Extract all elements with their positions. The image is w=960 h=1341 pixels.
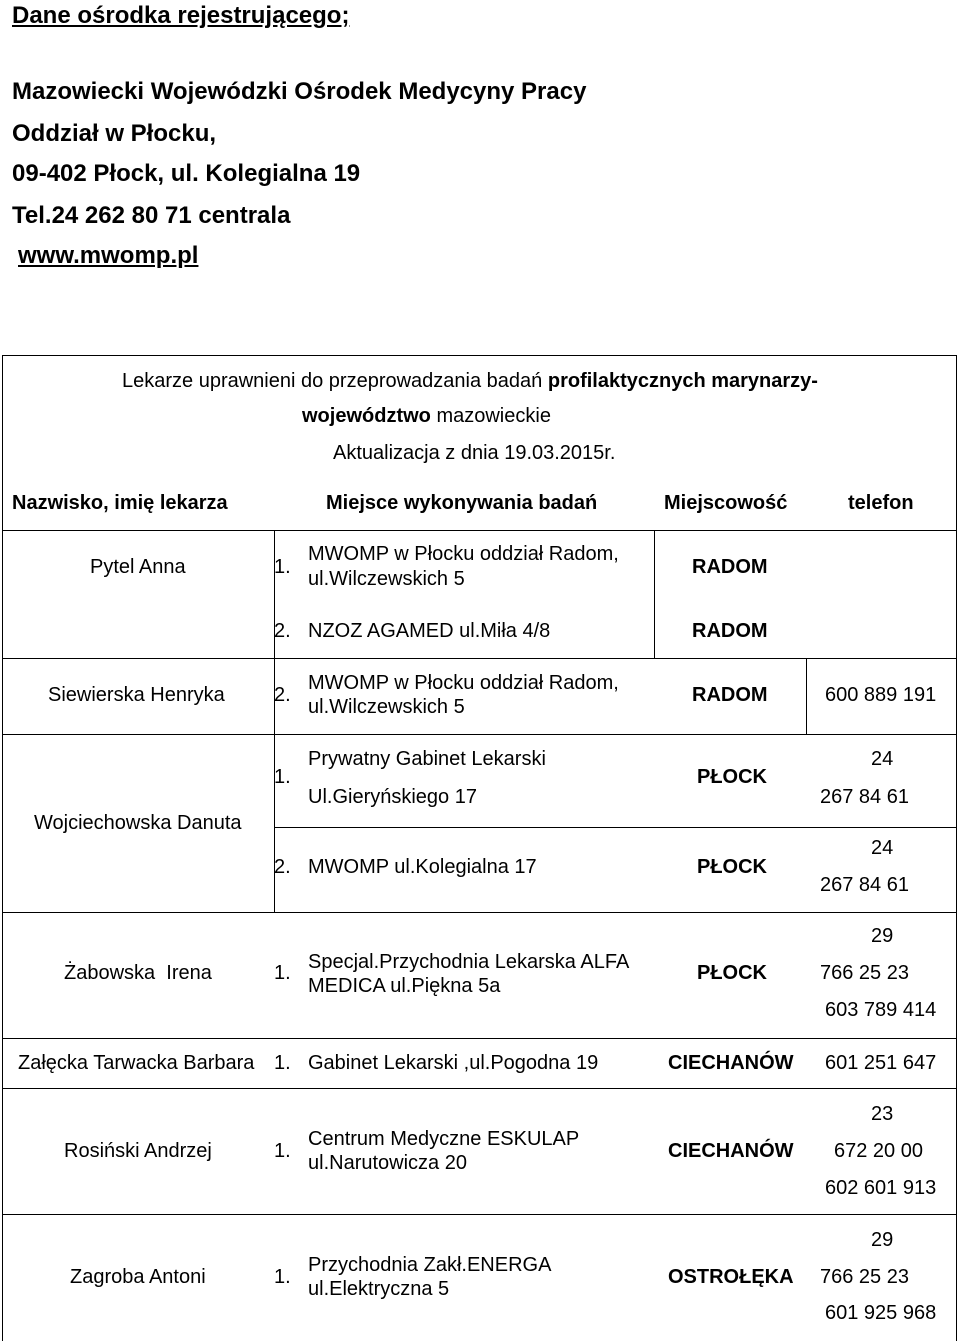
- phone-number: 602 601 913: [825, 1177, 937, 1199]
- place-line: Gabinet Lekarski ,ul.Pogodna 19: [308, 1052, 599, 1074]
- branch-name: Oddział w Płocku,: [12, 120, 217, 147]
- place-line: MWOMP ul.Kolegialna 17: [308, 856, 537, 878]
- place-line: ul.Narutowicza 20: [308, 1152, 467, 1174]
- place-line: MEDICA ul.Piękna 5a: [308, 975, 501, 997]
- phone-number: 24: [871, 748, 894, 770]
- phone-number: 601 251 647: [825, 1052, 937, 1074]
- phone-number: 766 25 23: [820, 962, 909, 984]
- entry-number: 1.: [274, 766, 291, 788]
- entry-number: 1.: [274, 962, 291, 984]
- phone-number: 23: [871, 1103, 894, 1125]
- doctor-name: Pytel Anna: [90, 556, 186, 578]
- phone-number: 267 84 61: [820, 874, 909, 896]
- doctor-name: Wojciechowska Danuta: [34, 812, 242, 834]
- place-line: MWOMP w Płocku oddział Radom,: [308, 672, 619, 694]
- document-title: Dane ośrodka rejestrującego;: [12, 2, 350, 29]
- doctor-name: Siewierska Henryka: [48, 684, 225, 706]
- phone-number: 267 84 61: [820, 786, 909, 808]
- table-caption-update: Aktualizacja z dnia 19.03.2015r.: [333, 442, 616, 464]
- place-line: Przychodnia Zakł.ENERGA: [308, 1254, 552, 1276]
- doctor-name: Zagroba Antoni: [70, 1266, 206, 1288]
- column-header-place: Miejsce wykonywania badań: [326, 492, 598, 514]
- table-caption-line1: Lekarze uprawnieni do przeprowadzania badań profilaktycznych marynarzy-: [122, 370, 818, 392]
- phone-number: 29: [871, 1229, 894, 1251]
- city: PŁOCK: [697, 766, 767, 788]
- entry-number: 1.: [274, 1266, 291, 1288]
- city: RADOM: [692, 556, 768, 578]
- entry-number: 1.: [274, 1140, 291, 1162]
- city: OSTROŁĘKA: [668, 1266, 794, 1288]
- doctor-name: Rosiński Andrzej: [64, 1140, 212, 1162]
- place-line: MWOMP w Płocku oddział Radom,: [308, 543, 619, 565]
- place-line: ul.Wilczewskich 5: [308, 568, 465, 590]
- website-link[interactable]: www.mwomp.pl: [18, 242, 199, 269]
- phone-number: 601 925 968: [825, 1302, 937, 1324]
- column-header-city: Miejscowość: [664, 492, 788, 514]
- org-name: Mazowiecki Wojewódzki Ośrodek Medycyny Pracy: [12, 78, 587, 105]
- entry-number: 1.: [274, 556, 291, 578]
- phone: Tel.24 262 80 71 centrala: [12, 202, 291, 229]
- city: RADOM: [692, 684, 768, 706]
- phone-number: 24: [871, 837, 894, 859]
- doctor-name: Załęcka Tarwacka Barbara: [18, 1052, 255, 1074]
- city: RADOM: [692, 620, 768, 642]
- place-line: ul.Elektryczna 5: [308, 1278, 450, 1300]
- city: CIECHANÓW: [668, 1052, 794, 1074]
- entry-number: 2.: [274, 620, 291, 642]
- phone-number: 672 20 00: [834, 1140, 923, 1162]
- place-line: Centrum Medyczne ESKULAP: [308, 1128, 580, 1150]
- city: CIECHANÓW: [668, 1140, 794, 1162]
- place-line: Specjal.Przychodnia Lekarska ALFA: [308, 951, 630, 973]
- phone-number: 603 789 414: [825, 999, 937, 1021]
- place-line: ul.Wilczewskich 5: [308, 696, 465, 718]
- phone-number: 29: [871, 925, 894, 947]
- entry-number: 2.: [274, 684, 291, 706]
- column-header-name: Nazwisko, imię lekarza: [12, 492, 228, 514]
- phone-number: 600 889 191: [825, 684, 937, 706]
- column-header-phone: telefon: [848, 492, 914, 514]
- entry-number: 2.: [274, 856, 291, 878]
- phone-number: 766 25 23: [820, 1266, 909, 1288]
- entry-number: 1.: [274, 1052, 291, 1074]
- address: 09-402 Płock, ul. Kolegialna 19: [12, 160, 361, 187]
- place-line: NZOZ AGAMED ul.Miła 4/8: [308, 620, 551, 642]
- city: PŁOCK: [697, 962, 767, 984]
- table-caption-line2: województwo mazowieckie: [302, 405, 551, 427]
- place-line: Prywatny Gabinet Lekarski: [308, 748, 546, 770]
- place-line: Ul.Gieryńskiego 17: [308, 786, 477, 808]
- city: PŁOCK: [697, 856, 767, 878]
- doctor-name: Żabowska Irena: [64, 962, 212, 984]
